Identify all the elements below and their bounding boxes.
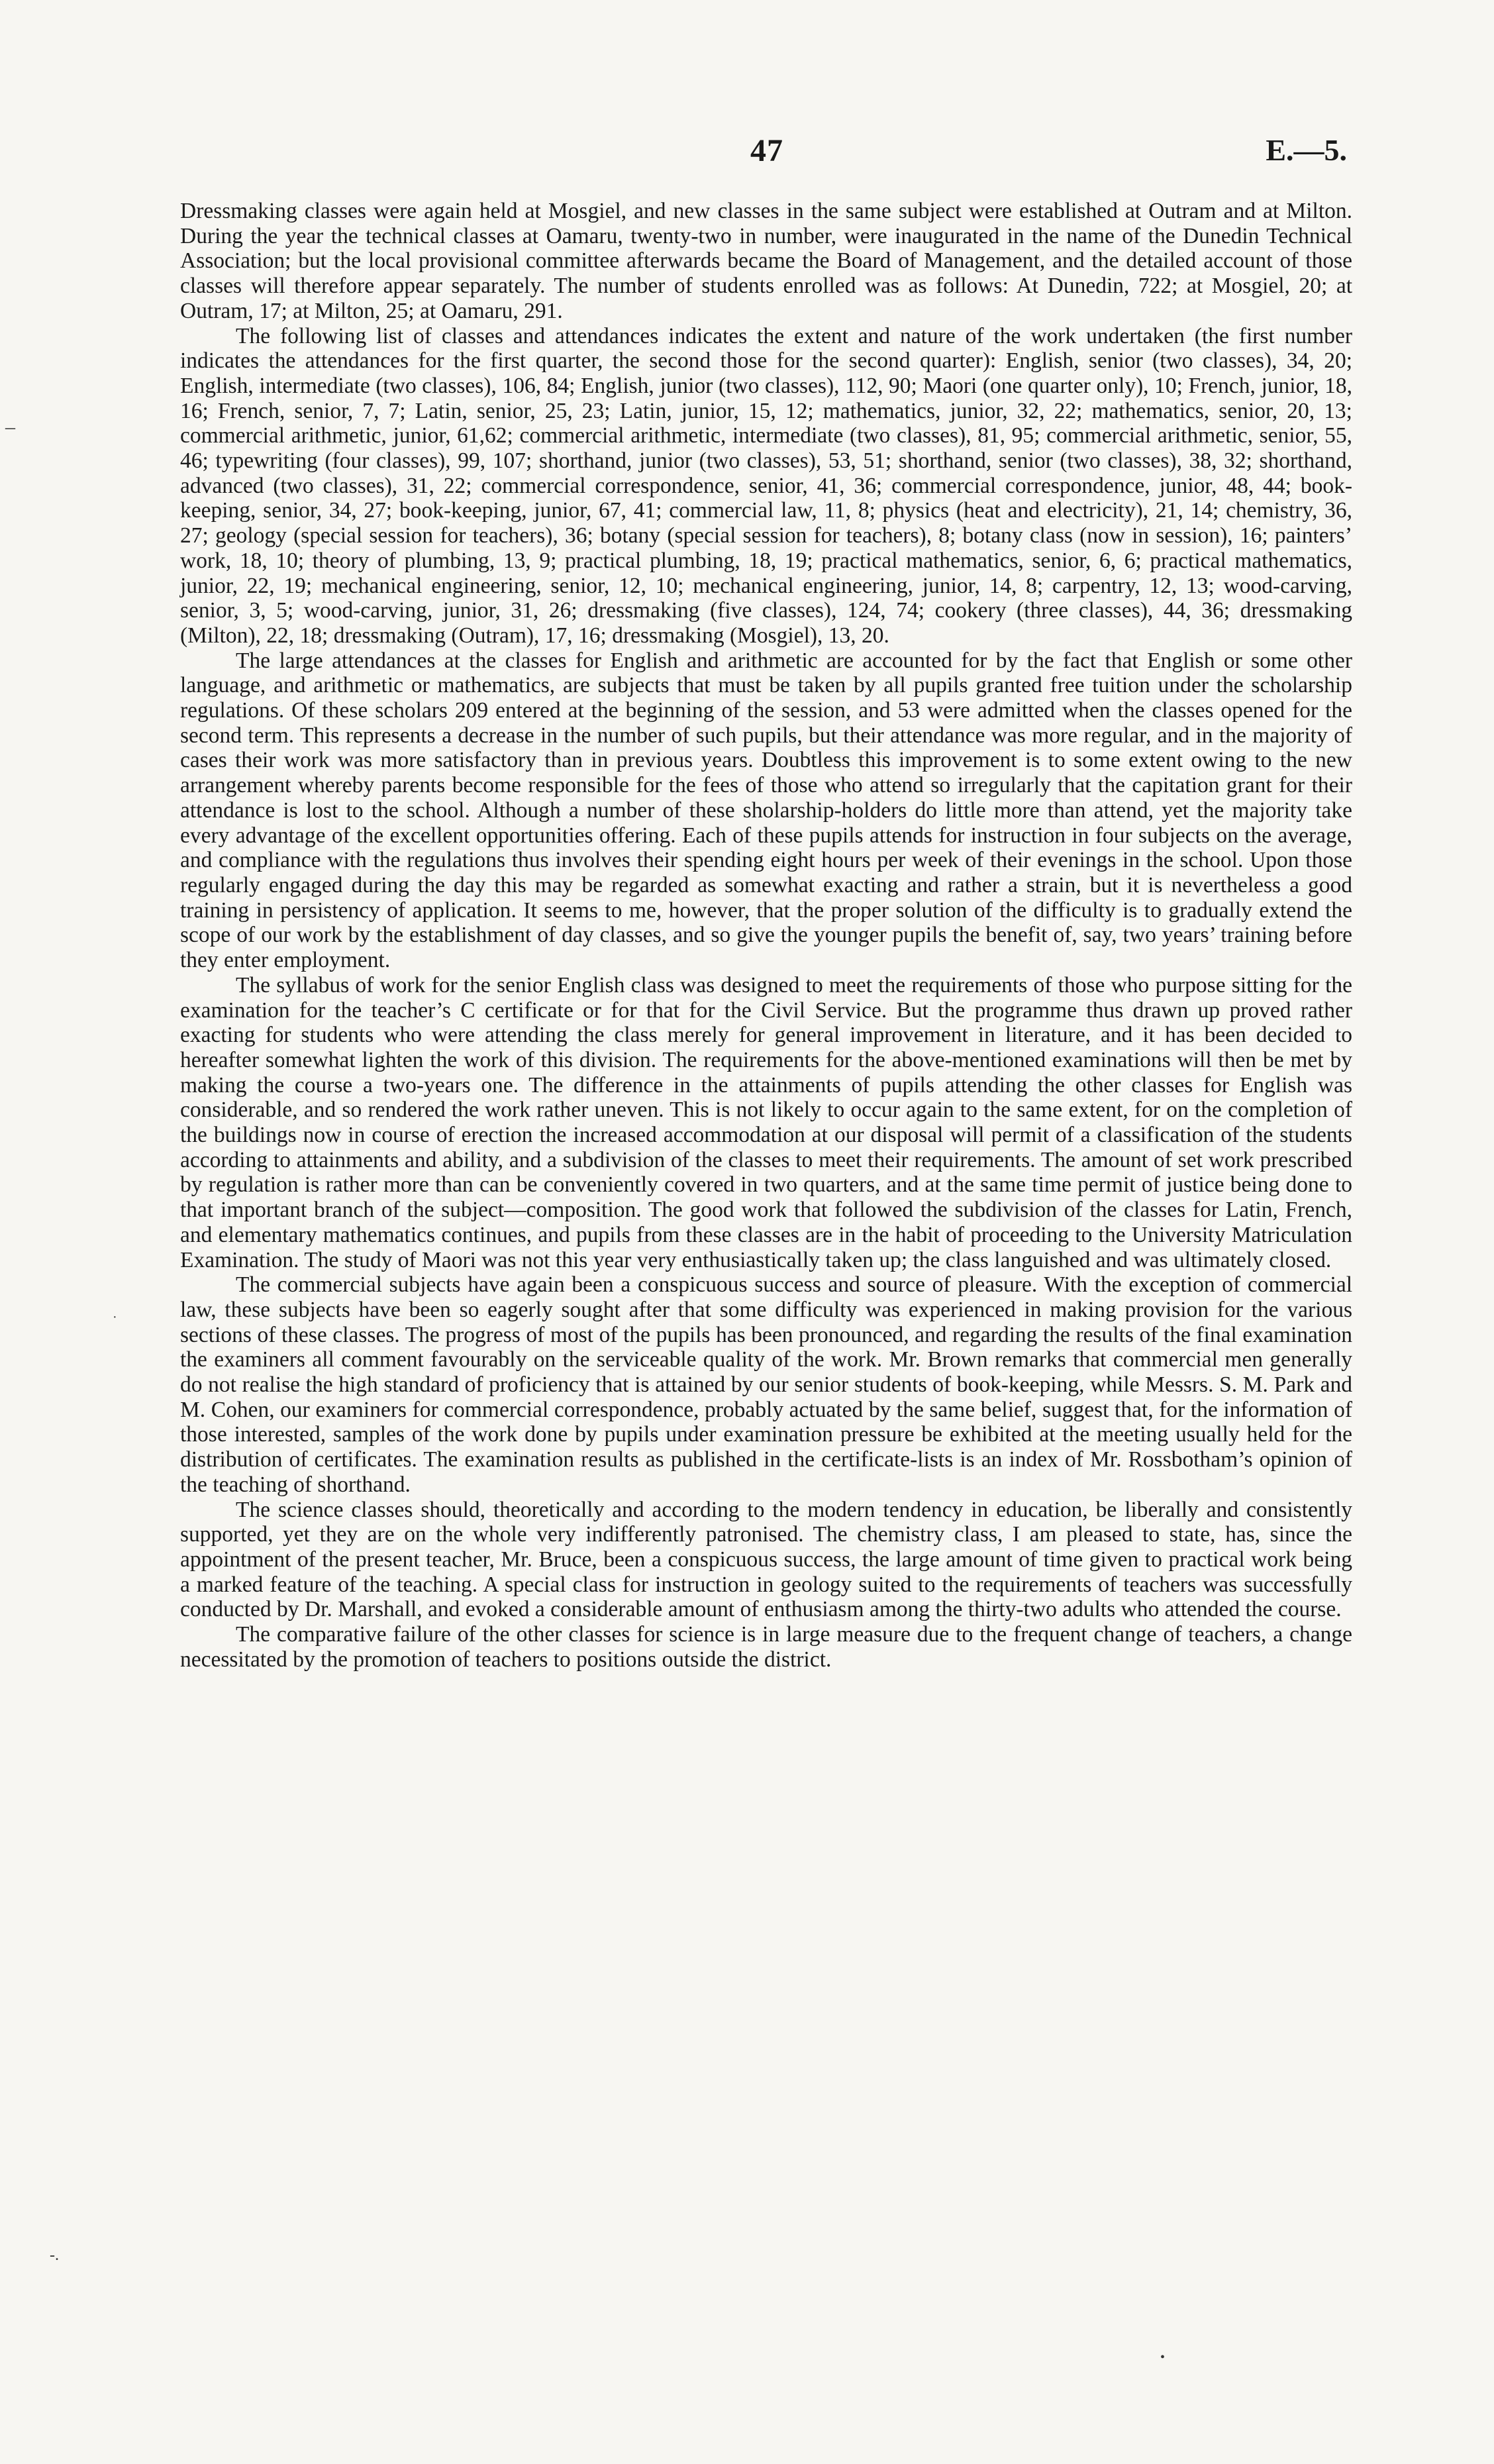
page-number: 47	[750, 133, 783, 168]
paragraph: The syllabus of work for the senior English class was designed to meet the requirements of those who purpose sitting for the examination for the teacher’s C certificate or for that for the Civil Service. But the programme thus drawn up proved rather exacting for students who were attending the class merely for general improvement in literature, and it has been decided to hereafter somewhat lighten the work of this division. The requirements for the above-mentioned examinations will then be met by making the course a two-years one. The difference in the attainments of pupils attending the other classes for English was considerable, and so rendered the work rather uneven. This is not likely to occur again to the same extent, for on the completion of the buildings now in course of erection the increased accommodation at our disposal will permit of a classification of the students according to attainments and ability, and a subdivision of the classes to meet their requirements. The amount of set work prescribed by regulation is rather more than can be conveniently covered in two quarters, and at the same time permit of justice being done to that important branch of the subject—composition. The good work that followed the subdivision of the classes for Latin, French, and elementary mathematics continues, and pupils from these classes are in the habit of proceeding to the University Matriculation Examination. The study of Maori was not this year very enthusiastically taken up; the class languished and was ultimately closed.	[180, 972, 1352, 1272]
body-text	[180, 199, 1352, 1672]
paragraph: Dressmaking classes were again held at Mosgiel, and new classes in the same subject were established at Outram and at Milton. During the year the technical classes at Oamaru, twenty-two in number, were inaugurated in the name of the Dunedin Technical Association; but the local provisional committee afterwards became the Board of Management, and the detailed account of those classes will therefore appear separately. The number of students enrolled was as follows: At Dunedin, 722; at Mosgiel, 20; at Outram, 17; at Milton, 25; at Oamaru, 291.	[180, 199, 1352, 323]
paragraph: The commercial subjects have again been a conspicuous success and source of pleasure. With the exception of commercial law, these subjects have been so eagerly sought after that some difficulty was experienced in making provision for the various sections of these classes. The progress of most of the pupils has been pronounced, and regarding the results of the final examination the examiners all comment favourably on the serviceable quality of the work. Mr. Brown remarks that commercial men generally do not realise the high standard of proficiency that is attained by our senior students of book-keeping, while Messrs. S. M. Park and M. Cohen, our examiners for commercial correspondence, probably actuated by the same belief, suggest that, for the information of those interested, samples of the work done by pupils under examination pressure be exhibited at the meeting usually held for the distribution of certificates. The examination results as published in the certificate-lists is an index of Mr. Rossbotham’s opinion of the teaching of shorthand.	[180, 1272, 1352, 1497]
paragraph: The science classes should, theoretically and according to the modern tendency in education, be liberally and consistently supported, yet they are on the whole very indifferently patronised. The chemistry class, I am pleased to state, has, since the appointment of the present teacher, Mr. Bruce, been a conspicuous success, the large amount of time given to practical work being a marked feature of the teaching. A special class for instruction in geology suited to the requirements of teachers was successfully conducted by Dr. Marshall, and evoked a considerable amount of enthusiasm among the thirty-two adults who attended the course.	[180, 1497, 1352, 1622]
margin-mark: -.	[50, 2247, 59, 2264]
document-reference: E.—5.	[1266, 133, 1347, 167]
margin-mark: •	[1160, 2350, 1166, 2365]
paragraph: The following list of classes and attendances indicates the extent and nature of the work undertaken (the first number indicates the attendances for the first quarter, the second those for the second quarter): English, senior (two classes), 34, 20; English, intermediate (two classes), 106, 84; English, junior (two classes), 112, 90; Maori (one quarter only), 10; French, junior, 18, 16; French, senior, 7, 7; Latin, senior, 25, 23; Latin, junior, 15, 12; mathematics, junior, 32, 22; mathematics, senior, 20, 13; commercial arithmetic, junior, 61,62; commercial arithmetic, intermediate (two classes), 81, 95; commercial arithmetic, senior, 55, 46; typewriting (four classes), 99, 107; shorthand, junior (two classes), 53, 51; shorthand, senior (two classes), 38, 32; shorthand, advanced (two classes), 31, 22; commercial correspondence, senior, 41, 36; commercial correspondence, junior, 48, 44; book-keeping, senior, 34, 27; book-keeping, junior, 67, 41; commercial law, 11, 8; physics (heat and electricity), 21, 14; chemistry, 36, 27; geology (special session for teachers), 36; botany (special session for teachers), 8; botany class (now in session), 16; painters’ work, 18, 10; theory of plumbing, 13, 9; practical plumbing, 18, 19; practical mathematics, senior, 6, 6; practical mathematics, junior, 22, 19; mechanical engineering, senior, 12, 10; mechanical engineering, junior, 14, 8; carpentry, 12, 13; wood-carving, senior, 3, 5; wood-carving, junior, 31, 26; dressmaking (five classes), 124, 74; cookery (three classes), 44, 36; dressmaking (Milton), 22, 18; dressmaking (Outram), 17, 16; dressmaking (Mosgiel), 13, 20.	[180, 323, 1352, 648]
margin-mark: –	[5, 416, 15, 438]
page-header	[179, 132, 1355, 179]
margin-mark: ·	[113, 1310, 117, 1325]
paragraph: The large attendances at the classes for English and arithmetic are accounted for by the fact that English or some other language, and arithmetic or mathematics, are subjects that must be taken by all pupils granted free tuition under the scholarship regulations. Of these scholars 209 entered at the beginning of the session, and 53 were admitted when the classes opened for the second term. This represents a decrease in the number of such pupils, but their attendance was more regular, and in the majority of cases their work was more satisfactory than in previous years. Doubtless this improvement is to some extent owing to the new arrangement whereby parents become responsible for the fees of those who attend so irregularly that the capitation grant for their attendance is lost to the school. Although a number of these sholarship-holders do little more than attend, yet the majority take every advantage of the excellent opportunities offering. Each of these pupils attends for instruction in four subjects on the average, and compliance with the regulations thus involves their spending eight hours per week of their evenings in the school. Upon those regularly engaged during the day this may be regarded as somewhat exacting and rather a strain, but it is nevertheless a good training in persistency of application. It seems to me, however, that the proper solution of the difficulty is to gradually extend the scope of our work by the establishment of day classes, and so give the younger pupils the benefit of, say, two years’ training before they enter employment.	[180, 648, 1352, 973]
paragraph: The comparative failure of the other classes for science is in large measure due to the frequent change of teachers, a change necessitated by the promotion of teachers to positions outside the district.	[180, 1622, 1352, 1672]
